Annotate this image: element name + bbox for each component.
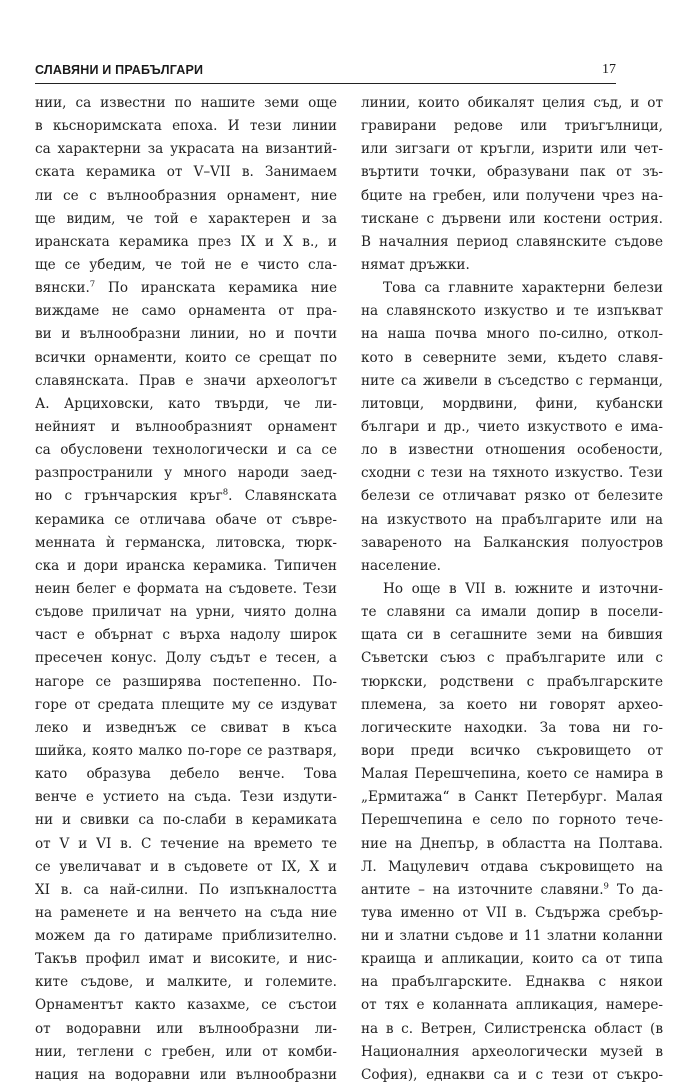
text-line <box>361 624 663 647</box>
text-line-content: вори преди всичко съкровището от <box>361 742 663 759</box>
text-line-content: ска и дори иранска керамика. Типичен <box>35 557 337 574</box>
text-line <box>35 1041 337 1064</box>
text-line <box>361 370 663 393</box>
text-line <box>361 902 663 925</box>
text-line-content: краища и апликации, които са от типа <box>361 951 663 968</box>
text-line-content: на изкуството на прабългарите или на <box>361 511 663 528</box>
text-line-content: иранската керамика през IX и X в., и <box>35 233 337 250</box>
text-line-content: шийка, която малко по-горе се разтваря, <box>35 742 337 759</box>
text-line-content: ните са живели в съседство с германци, <box>361 372 663 389</box>
text-line <box>361 601 663 624</box>
text-line <box>35 740 337 763</box>
text-line-content: ние на Днепър, в областта на Полтава. <box>361 835 663 852</box>
text-line <box>361 462 663 485</box>
text-line-content: в кьсноримската епоха. И тези линии <box>35 118 337 135</box>
text-line-content: ще се убедим, че той не е чисто сла- <box>35 256 337 273</box>
text-line <box>361 416 663 439</box>
text-line <box>35 485 337 508</box>
text-line-content: разпространили у много народи заед- <box>35 465 337 482</box>
text-line-content: ките съдове, и малките, и големите. <box>35 974 337 991</box>
text-line-content: Орнаментът както казахме, се състои <box>35 997 337 1014</box>
text-line <box>35 1018 337 1041</box>
text-line-content: нии, теглени с гребен, или от комби- <box>35 1043 337 1060</box>
footnote-marker[interactable]: 7 <box>89 279 96 290</box>
text-line-content: племена, за което ни говорят архео- <box>361 696 663 713</box>
text-line-content: виждаме не само орнамента от пра- <box>35 303 337 320</box>
text-line <box>35 948 337 971</box>
text-line <box>35 138 337 161</box>
text-line-continuation: То да- <box>608 881 663 898</box>
text-line-content: ви и вълнообразни линии, но и почти <box>35 326 337 343</box>
text-line-content: съдове приличат на урни, чиято долна <box>35 604 337 621</box>
text-line <box>361 185 663 208</box>
text-line-content: ни и златни съдове и 11 златни коланни <box>361 928 663 945</box>
text-line <box>361 786 663 809</box>
text-line-content: на в с. Ветрен, Силистренска област (в <box>361 1020 663 1037</box>
text-line <box>35 277 337 300</box>
text-line <box>35 231 337 254</box>
text-line-content: от водоравни или вълнообразни ли- <box>35 1020 337 1037</box>
text-line <box>35 416 337 439</box>
text-line-content: вянски. <box>35 280 90 297</box>
text-line <box>361 115 663 138</box>
text-line-content: нии, са известни по нашите земи още <box>35 95 337 111</box>
text-line <box>35 532 337 555</box>
text-line-content: или зигзаги от кръгли, изрити или чет- <box>361 141 663 158</box>
text-line <box>361 740 663 763</box>
text-line-content: са характерни за украсата на византий- <box>35 141 337 158</box>
text-line <box>35 601 337 624</box>
text-line-content: „Ермитажа“ в Санкт Петербург. Малая <box>361 789 663 806</box>
text-line <box>361 717 663 740</box>
text-line <box>35 300 337 323</box>
text-line-content: се увеличават и в съдовете от IX, X и <box>35 858 337 875</box>
text-line <box>35 1064 337 1087</box>
text-line <box>35 902 337 925</box>
text-line <box>361 1041 663 1064</box>
text-line <box>35 694 337 717</box>
text-line-content: българи и др., чието изкуството е има- <box>361 418 663 435</box>
text-line <box>361 925 663 948</box>
text-line-continuation: . Славянската <box>228 488 337 505</box>
text-line <box>361 532 663 555</box>
right-text-column <box>361 92 663 1087</box>
text-line-content: леко и изведнъж се свиват в къса <box>35 719 337 736</box>
text-line-content: ли се с вълнообразния орнамент, ние <box>35 187 337 204</box>
text-line-content: на прабългарските. Еднаква с някои <box>361 974 663 991</box>
text-line-content: сходни с тези на тяхното изкуство. Тези <box>361 465 663 482</box>
text-line-content: гравирани редове или триъгълници, <box>361 118 663 135</box>
text-line-content: част е обърнат с върха надолу широк <box>35 627 337 644</box>
text-line <box>361 647 663 670</box>
text-line <box>361 879 663 902</box>
text-line-content: София), еднакви са и с тези от съкро- <box>361 1066 663 1083</box>
text-line <box>361 994 663 1017</box>
text-line-content: бците на гребен, или получени чрез на- <box>361 187 663 204</box>
text-line-content: В началния период славянските съдове <box>361 233 663 250</box>
text-line <box>361 231 663 254</box>
text-line-content: от V и VI в. С течение на времето те <box>35 835 337 852</box>
text-line-content: Националния археологически музей в <box>361 1043 663 1060</box>
text-line-content: линии, които обикалят целия съд, и от <box>361 95 663 111</box>
text-line-content: менната ѝ германска, литовска, тюрк- <box>35 534 337 551</box>
text-line <box>361 138 663 161</box>
text-line-content: XI в. са най-силни. По изпъкналостта <box>35 881 337 898</box>
text-line-content: логическите находки. За това ни го- <box>361 719 663 736</box>
text-line <box>361 671 663 694</box>
text-line <box>361 948 663 971</box>
text-line <box>35 254 337 277</box>
text-line-content: литовци, мордвини, фини, кубански <box>361 395 663 412</box>
text-line <box>35 115 337 138</box>
text-line <box>35 462 337 485</box>
text-line-content: тува именно от VII в. Съдържа сребър- <box>361 904 663 921</box>
text-line <box>35 555 337 578</box>
text-line <box>35 671 337 694</box>
text-line-content: Малая Перешчепина, което се намира в <box>361 766 663 783</box>
text-line-content: А. Арциховски, като твърди, че ли- <box>35 395 337 412</box>
text-line <box>361 555 663 578</box>
text-line <box>361 578 663 601</box>
text-line <box>35 879 337 902</box>
text-line-content: на наша почва много по-силно, откол- <box>361 326 663 343</box>
text-line <box>361 300 663 323</box>
text-line-content: белези се отличават рязко от белезите <box>361 488 663 505</box>
text-line <box>35 208 337 231</box>
text-line <box>361 439 663 462</box>
text-line-content: въртити точки, образувани пак от зъ- <box>361 164 663 181</box>
text-line-content: горе от средата плещите му се издуват <box>35 696 337 713</box>
text-line-content: Л. Мацулевич отдава съкровището на <box>361 858 663 875</box>
text-line-continuation: По иранската керамика ние <box>95 280 337 297</box>
text-line <box>361 277 663 300</box>
text-line <box>361 971 663 994</box>
text-line <box>35 971 337 994</box>
text-line-content: нейният и вълнообразният орнамент <box>35 418 337 435</box>
text-line-content: ло в известни отношения особености, <box>361 442 663 459</box>
text-line <box>361 347 663 370</box>
text-line <box>361 1064 663 1087</box>
text-line <box>361 694 663 717</box>
text-line-content: Перешчепина е село по горното тече- <box>361 812 663 829</box>
text-line-content: щата си в сегашните земи на бившия <box>361 627 663 644</box>
text-line <box>361 809 663 832</box>
text-line-content: Съветски съюз с прабългарите или с <box>361 650 663 667</box>
text-line-content: славянската. Прав е значи археологът <box>35 372 337 389</box>
running-head: СЛАВЯНИ И ПРАБЪЛГАРИ <box>35 63 204 77</box>
text-line <box>35 786 337 809</box>
text-line-content: кото в северните земи, където славя- <box>361 349 663 366</box>
text-line-content: нагоре се разширява постепенно. По- <box>35 673 337 690</box>
text-line <box>361 1018 663 1041</box>
text-line <box>361 485 663 508</box>
text-line-content: нация на водоравни или вълнообразни <box>35 1066 337 1083</box>
text-line-content: пресечен конус. Долу съдът е тесен, а <box>35 650 337 667</box>
text-line <box>35 925 337 948</box>
text-line-content: ни и свивки са по-слаби в керамиката <box>35 812 337 829</box>
text-line <box>361 393 663 416</box>
text-line <box>361 856 663 879</box>
text-line <box>361 161 663 184</box>
text-line-content: са обусловени технологически и са се <box>35 442 337 459</box>
text-line-content: те славяни са имали допир в посели- <box>361 604 663 621</box>
text-line-content: от тях е коланната апликация, намере- <box>361 997 663 1014</box>
text-line-content: антите – на източните славяни. <box>361 881 604 898</box>
text-line <box>35 763 337 786</box>
text-line <box>361 254 663 277</box>
text-line-content: венче е устието на съда. Тези издути- <box>35 789 337 806</box>
text-line <box>361 509 663 532</box>
page-number: 17 <box>602 62 616 77</box>
text-line-content: Но още в VII в. южните и източни- <box>383 580 663 597</box>
text-line-content: всички орнаменти, които се срещат по <box>35 349 337 366</box>
text-line-content: Това са главните характерни белези <box>383 280 663 297</box>
text-line-content: ската керамика от V–VII в. Занимаем <box>35 164 337 181</box>
text-line-content: керамика се отличава обаче от съвре- <box>35 511 337 528</box>
text-line <box>361 833 663 856</box>
text-line <box>35 833 337 856</box>
text-line <box>361 92 663 115</box>
left-text-column <box>35 92 337 1087</box>
text-line <box>35 323 337 346</box>
text-line <box>35 347 337 370</box>
text-line-content: тюркски, родствени с прабългарските <box>361 673 663 690</box>
text-line-content: Такъв профил имат и високите, и нис- <box>35 951 337 968</box>
text-line <box>361 323 663 346</box>
footnote-marker[interactable]: 8 <box>222 487 229 498</box>
text-line <box>35 439 337 462</box>
text-line-content: но с грънчарския кръг <box>35 488 223 505</box>
text-line-content: неин белег е формата на съдовете. Тези <box>35 580 337 597</box>
text-line-content: можем да го датираме приблизително. <box>35 928 337 945</box>
text-line <box>35 809 337 832</box>
text-line-content: тискане с дървени или костени острия. <box>361 210 663 227</box>
text-line <box>35 624 337 647</box>
text-line <box>35 370 337 393</box>
text-line <box>35 856 337 879</box>
text-line-content: нямат дръжки. <box>361 256 470 273</box>
text-line <box>35 717 337 740</box>
text-line <box>35 509 337 532</box>
text-line <box>35 994 337 1017</box>
text-line <box>35 578 337 601</box>
text-line-content: на славянското изкуство и те изпъкват <box>361 303 663 320</box>
text-line <box>35 161 337 184</box>
page-header <box>35 61 616 84</box>
text-line <box>35 647 337 670</box>
text-line-content: на раменете и на венчето на съда ние <box>35 904 337 921</box>
footnote-marker[interactable]: 9 <box>603 881 609 892</box>
text-line <box>35 185 337 208</box>
text-line <box>361 763 663 786</box>
text-line <box>35 393 337 416</box>
text-line <box>361 208 663 231</box>
text-line-content: ще видим, че той е характерен и за <box>35 210 337 227</box>
text-line-content: население. <box>361 557 441 574</box>
text-line-content: завареното на Балканския полуостров <box>361 534 663 551</box>
text-line-content: като образува дебело венче. Това <box>35 766 337 783</box>
text-line <box>35 92 337 115</box>
